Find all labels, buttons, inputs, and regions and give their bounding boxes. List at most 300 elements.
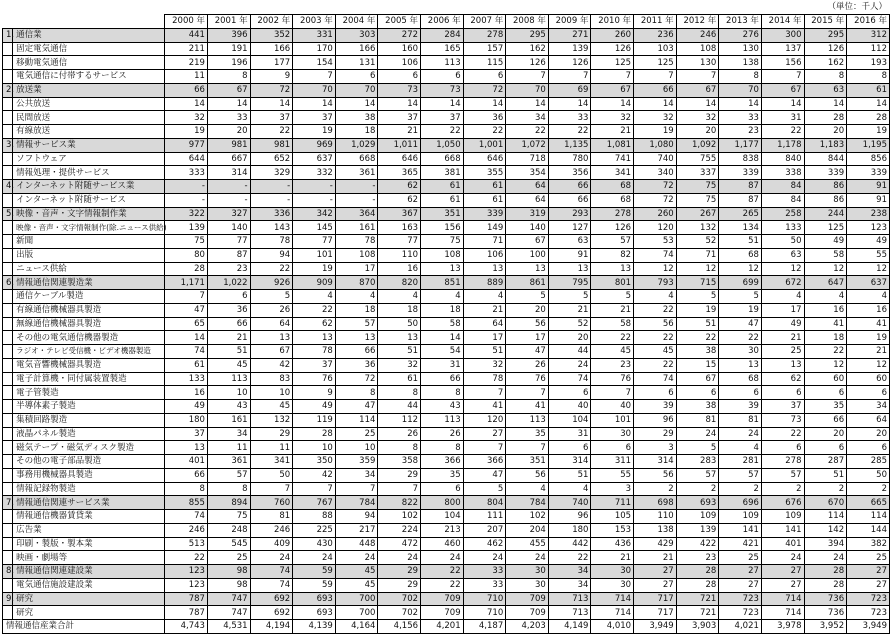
value-cell: 47: [463, 468, 506, 482]
value-cell: 87: [207, 248, 250, 262]
row-label: 固定電気通信: [13, 42, 165, 56]
value-cell: 1,072: [506, 138, 549, 152]
value-cell: 265: [719, 207, 762, 221]
value-cell: 37: [421, 111, 464, 125]
value-cell: 329: [250, 166, 293, 180]
value-cell: 7: [335, 482, 378, 496]
value-cell: 717: [634, 592, 677, 606]
value-cell: 53: [634, 235, 677, 249]
value-cell: 29: [378, 565, 421, 579]
value-cell: 339: [719, 166, 762, 180]
table-row: [3, 221, 890, 235]
value-cell: 18: [421, 303, 464, 317]
row-number: [3, 551, 13, 565]
value-cell: 637: [293, 152, 336, 166]
value-cell: 108: [676, 42, 719, 56]
value-cell: 17: [761, 303, 804, 317]
value-cell: 22: [804, 345, 847, 359]
year-header: 2008 年: [506, 15, 549, 29]
value-cell: 12: [804, 262, 847, 276]
category-row: [3, 83, 890, 97]
value-cell: 132: [250, 413, 293, 427]
value-cell: 12: [719, 262, 762, 276]
value-cell: 32: [591, 111, 634, 125]
row-label: 情報サービス業: [13, 138, 165, 152]
value-cell: 22: [506, 125, 549, 139]
value-cell: 7: [165, 290, 208, 304]
row-label: ニュース供給: [13, 262, 165, 276]
value-cell: 75: [207, 510, 250, 524]
value-cell: 28: [676, 565, 719, 579]
value-cell: 102: [378, 510, 421, 524]
value-cell: 61: [463, 193, 506, 207]
value-cell: 4,149: [548, 620, 591, 634]
value-cell: 6: [847, 386, 890, 400]
value-cell: 21: [761, 331, 804, 345]
value-cell: 8: [335, 386, 378, 400]
table-row: [3, 455, 890, 469]
value-cell: 78: [250, 235, 293, 249]
value-cell: 67: [591, 83, 634, 97]
value-cell: 295: [804, 28, 847, 42]
row-number: [3, 56, 13, 70]
row-number: 8.: [3, 565, 13, 579]
value-cell: 160: [378, 42, 421, 56]
value-cell: 4,021: [719, 620, 762, 634]
value-cell: 13: [463, 262, 506, 276]
value-cell: 22: [165, 551, 208, 565]
value-cell: 38: [335, 111, 378, 125]
category-row: [3, 276, 890, 290]
row-label: 磁気テープ・磁気ディスク製造: [13, 441, 165, 455]
row-label: 情報記録物製造: [13, 482, 165, 496]
value-cell: 1,092: [676, 138, 719, 152]
value-cell: 29: [378, 578, 421, 592]
value-cell: 28: [804, 565, 847, 579]
value-cell: 143: [250, 221, 293, 235]
value-cell: 27: [634, 565, 677, 579]
value-cell: 710: [463, 592, 506, 606]
value-cell: 49: [804, 235, 847, 249]
value-cell: 300: [761, 28, 804, 42]
value-cell: 20: [548, 331, 591, 345]
value-cell: 14: [378, 97, 421, 111]
value-cell: 72: [250, 83, 293, 97]
value-cell: 8: [804, 70, 847, 84]
value-cell: 8: [847, 70, 890, 84]
row-number: [3, 331, 13, 345]
row-number: [3, 468, 13, 482]
value-cell: 55: [847, 248, 890, 262]
row-number: [3, 455, 13, 469]
value-cell: 1,183: [804, 138, 847, 152]
value-cell: 62: [761, 372, 804, 386]
value-cell: 104: [421, 510, 464, 524]
value-cell: 652: [250, 152, 293, 166]
value-cell: -: [250, 180, 293, 194]
value-cell: 71: [676, 248, 719, 262]
value-cell: 545: [207, 537, 250, 551]
row-label: 情報通信産業合計: [3, 620, 165, 634]
value-cell: 23: [676, 551, 719, 565]
year-header: 2003 年: [293, 15, 336, 29]
header-corner: [3, 15, 165, 29]
value-cell: 351: [421, 207, 464, 221]
value-cell: 59: [293, 565, 336, 579]
value-cell: 472: [378, 537, 421, 551]
value-cell: 193: [847, 56, 890, 70]
value-cell: 1,177: [719, 138, 762, 152]
value-cell: 112: [847, 42, 890, 56]
value-cell: 42: [293, 468, 336, 482]
value-cell: 442: [548, 537, 591, 551]
row-label: 公共放送: [13, 97, 165, 111]
value-cell: 337: [676, 166, 719, 180]
value-cell: 126: [506, 56, 549, 70]
value-cell: 139: [165, 221, 208, 235]
row-number: [3, 372, 13, 386]
value-cell: 381: [421, 166, 464, 180]
value-cell: 4: [506, 482, 549, 496]
value-cell: 98: [207, 565, 250, 579]
value-cell: 14: [335, 97, 378, 111]
value-cell: 51: [207, 345, 250, 359]
value-cell: 32: [634, 111, 677, 125]
value-cell: 25: [761, 345, 804, 359]
category-row: [3, 565, 890, 579]
value-cell: 18: [335, 303, 378, 317]
value-cell: 58: [421, 317, 464, 331]
table-row: [3, 193, 890, 207]
value-cell: 755: [676, 152, 719, 166]
value-cell: 59: [293, 578, 336, 592]
value-cell: 6: [761, 386, 804, 400]
value-cell: 70: [506, 83, 549, 97]
row-label: ラジオ・テレビ受信機・ビデオ機器製造: [13, 345, 165, 359]
value-cell: 647: [804, 276, 847, 290]
value-cell: 51: [378, 345, 421, 359]
value-cell: 909: [293, 276, 336, 290]
value-cell: 28: [804, 578, 847, 592]
value-cell: 156: [761, 56, 804, 70]
value-cell: 119: [293, 413, 336, 427]
value-cell: 4,187: [463, 620, 506, 634]
value-cell: 702: [378, 606, 421, 620]
value-cell: 25: [719, 551, 762, 565]
row-number: [3, 441, 13, 455]
value-cell: 646: [378, 152, 421, 166]
value-cell: 455: [506, 537, 549, 551]
value-cell: 741: [591, 152, 634, 166]
value-cell: 19: [293, 125, 336, 139]
value-cell: 108: [335, 248, 378, 262]
value-cell: 260: [591, 28, 634, 42]
value-cell: 670: [804, 496, 847, 510]
table-row: [3, 303, 890, 317]
value-cell: 64: [847, 413, 890, 427]
value-cell: 2: [634, 482, 677, 496]
value-cell: 332: [293, 166, 336, 180]
value-cell: 45: [634, 345, 677, 359]
value-cell: 22: [676, 331, 719, 345]
value-cell: 15: [676, 358, 719, 372]
value-cell: 32: [165, 111, 208, 125]
value-cell: 5: [506, 290, 549, 304]
value-cell: 24: [463, 551, 506, 565]
value-cell: 367: [378, 207, 421, 221]
value-cell: 356: [548, 166, 591, 180]
value-cell: 856: [847, 152, 890, 166]
value-cell: 61: [165, 358, 208, 372]
value-cell: 157: [463, 42, 506, 56]
value-cell: 81: [719, 413, 762, 427]
value-cell: 45: [335, 578, 378, 592]
value-cell: 217: [335, 523, 378, 537]
value-cell: 38: [676, 400, 719, 414]
value-cell: 339: [463, 207, 506, 221]
value-cell: 340: [634, 166, 677, 180]
value-cell: 88: [293, 510, 336, 524]
employment-table: [2, 14, 890, 634]
value-cell: 327: [207, 207, 250, 221]
row-label: 集積回路製造: [13, 413, 165, 427]
value-cell: 314: [634, 455, 677, 469]
value-cell: 57: [207, 468, 250, 482]
row-label: 情報通信機器賃貸業: [13, 510, 165, 524]
value-cell: 78: [293, 345, 336, 359]
row-label: 移動電気通信: [13, 56, 165, 70]
row-label: インターネット附随サービス業: [13, 180, 165, 194]
value-cell: 11: [250, 441, 293, 455]
value-cell: 354: [506, 166, 549, 180]
value-cell: 696: [719, 496, 762, 510]
value-cell: 144: [847, 523, 890, 537]
value-cell: 33: [463, 578, 506, 592]
value-cell: 672: [761, 276, 804, 290]
value-cell: 67: [250, 345, 293, 359]
row-label: 情報通信関連サービス業: [13, 496, 165, 510]
value-cell: 73: [378, 83, 421, 97]
value-cell: 361: [335, 166, 378, 180]
value-cell: 851: [421, 276, 464, 290]
table-row: [3, 152, 890, 166]
value-cell: 51: [463, 345, 506, 359]
value-cell: 36: [207, 303, 250, 317]
value-cell: 8: [378, 386, 421, 400]
value-cell: 801: [591, 276, 634, 290]
year-header: 2010 年: [591, 15, 634, 29]
value-cell: 72: [463, 83, 506, 97]
value-cell: 30: [591, 578, 634, 592]
value-cell: 1,022: [207, 276, 250, 290]
value-cell: 11: [207, 441, 250, 455]
value-cell: 13: [506, 262, 549, 276]
value-cell: 27: [847, 578, 890, 592]
value-cell: 31: [761, 111, 804, 125]
value-cell: 740: [548, 496, 591, 510]
value-cell: 180: [165, 413, 208, 427]
value-cell: 126: [591, 42, 634, 56]
value-cell: 21: [591, 125, 634, 139]
year-header: 2006 年: [421, 15, 464, 29]
row-number: [3, 70, 13, 84]
value-cell: 283: [676, 455, 719, 469]
value-cell: 4: [761, 290, 804, 304]
value-cell: 30: [591, 427, 634, 441]
value-cell: 109: [761, 510, 804, 524]
value-cell: 27: [463, 427, 506, 441]
value-cell: -: [293, 180, 336, 194]
value-cell: 339: [804, 166, 847, 180]
value-cell: 163: [378, 221, 421, 235]
value-cell: 24: [250, 551, 293, 565]
year-header: 2011 年: [634, 15, 677, 29]
value-cell: 44: [378, 400, 421, 414]
value-cell: 336: [250, 207, 293, 221]
value-cell: 711: [591, 496, 634, 510]
value-cell: 113: [421, 413, 464, 427]
value-cell: 14: [591, 97, 634, 111]
value-cell: 126: [804, 42, 847, 56]
row-label: 半導体素子製造: [13, 400, 165, 414]
value-cell: 45: [591, 345, 634, 359]
value-cell: 62: [378, 180, 421, 194]
value-cell: 74: [250, 565, 293, 579]
value-cell: 11: [165, 70, 208, 84]
value-cell: 40: [548, 400, 591, 414]
value-cell: 723: [847, 606, 890, 620]
value-cell: 718: [506, 152, 549, 166]
year-header: 2014 年: [761, 15, 804, 29]
value-cell: 10: [207, 386, 250, 400]
value-cell: 12: [676, 262, 719, 276]
value-cell: 111: [463, 510, 506, 524]
value-cell: 14: [634, 97, 677, 111]
value-cell: 30: [719, 345, 762, 359]
value-cell: 29: [378, 468, 421, 482]
row-label: 印刷・製版・製本業: [13, 537, 165, 551]
value-cell: 45: [207, 358, 250, 372]
value-cell: 4,743: [165, 620, 208, 634]
value-cell: 66: [804, 413, 847, 427]
value-cell: 82: [591, 248, 634, 262]
value-cell: 714: [761, 606, 804, 620]
value-cell: 25: [847, 551, 890, 565]
value-cell: 396: [207, 28, 250, 42]
row-number: [3, 248, 13, 262]
value-cell: 736: [804, 592, 847, 606]
value-cell: 13: [421, 262, 464, 276]
value-cell: 13: [761, 358, 804, 372]
value-cell: 364: [335, 207, 378, 221]
value-cell: 6: [591, 441, 634, 455]
value-cell: 27: [719, 578, 762, 592]
value-cell: 149: [463, 221, 506, 235]
value-cell: 24: [548, 358, 591, 372]
value-cell: 57: [591, 235, 634, 249]
value-cell: 42: [250, 358, 293, 372]
value-cell: 27: [761, 578, 804, 592]
value-cell: 358: [378, 455, 421, 469]
value-cell: 713: [548, 592, 591, 606]
value-cell: 382: [847, 537, 890, 551]
value-cell: 787: [165, 592, 208, 606]
value-cell: 22: [250, 125, 293, 139]
value-cell: 8: [421, 441, 464, 455]
row-number: 9.: [3, 592, 13, 606]
value-cell: 20: [676, 125, 719, 139]
value-cell: 103: [634, 42, 677, 56]
value-cell: 338: [761, 166, 804, 180]
value-cell: 56: [634, 468, 677, 482]
value-cell: 3: [591, 482, 634, 496]
value-cell: 350: [293, 455, 336, 469]
value-cell: 3,949: [634, 620, 677, 634]
year-header: 2002 年: [250, 15, 293, 29]
value-cell: 12: [847, 358, 890, 372]
value-cell: 30: [506, 578, 549, 592]
value-cell: 49: [293, 400, 336, 414]
value-cell: 714: [591, 592, 634, 606]
value-cell: 8: [421, 386, 464, 400]
value-cell: 28: [293, 427, 336, 441]
value-cell: 137: [761, 42, 804, 56]
value-cell: 17: [506, 331, 549, 345]
row-number: 4.: [3, 180, 13, 194]
value-cell: 125: [804, 221, 847, 235]
row-label: 放送業: [13, 83, 165, 97]
value-cell: 73: [761, 413, 804, 427]
value-cell: 32: [676, 111, 719, 125]
value-cell: 18: [378, 303, 421, 317]
value-cell: 66: [634, 83, 677, 97]
value-cell: 7: [506, 441, 549, 455]
value-cell: 22: [463, 125, 506, 139]
value-cell: 19: [634, 125, 677, 139]
row-number: [3, 358, 13, 372]
value-cell: -: [250, 193, 293, 207]
value-cell: 22: [761, 125, 804, 139]
table-row: [3, 537, 890, 551]
value-cell: 112: [378, 413, 421, 427]
value-cell: 4: [548, 482, 591, 496]
value-cell: 16: [847, 303, 890, 317]
value-cell: 22: [634, 358, 677, 372]
value-cell: 113: [207, 372, 250, 386]
value-cell: 13: [293, 331, 336, 345]
value-cell: 133: [761, 221, 804, 235]
table-row: [3, 290, 890, 304]
table-row: [3, 400, 890, 414]
value-cell: 6: [548, 386, 591, 400]
value-cell: 293: [548, 207, 591, 221]
value-cell: 441: [165, 28, 208, 42]
value-cell: 66: [548, 180, 591, 194]
value-cell: 977: [165, 138, 208, 152]
value-cell: 45: [250, 400, 293, 414]
value-cell: 28: [676, 578, 719, 592]
value-cell: 30: [506, 565, 549, 579]
value-cell: 723: [719, 592, 762, 606]
value-cell: 13: [591, 262, 634, 276]
value-cell: 278: [761, 455, 804, 469]
table-row: [3, 331, 890, 345]
value-cell: 22: [719, 331, 762, 345]
value-cell: 715: [676, 276, 719, 290]
value-cell: 20: [506, 303, 549, 317]
value-cell: 721: [676, 606, 719, 620]
value-cell: 401: [761, 537, 804, 551]
